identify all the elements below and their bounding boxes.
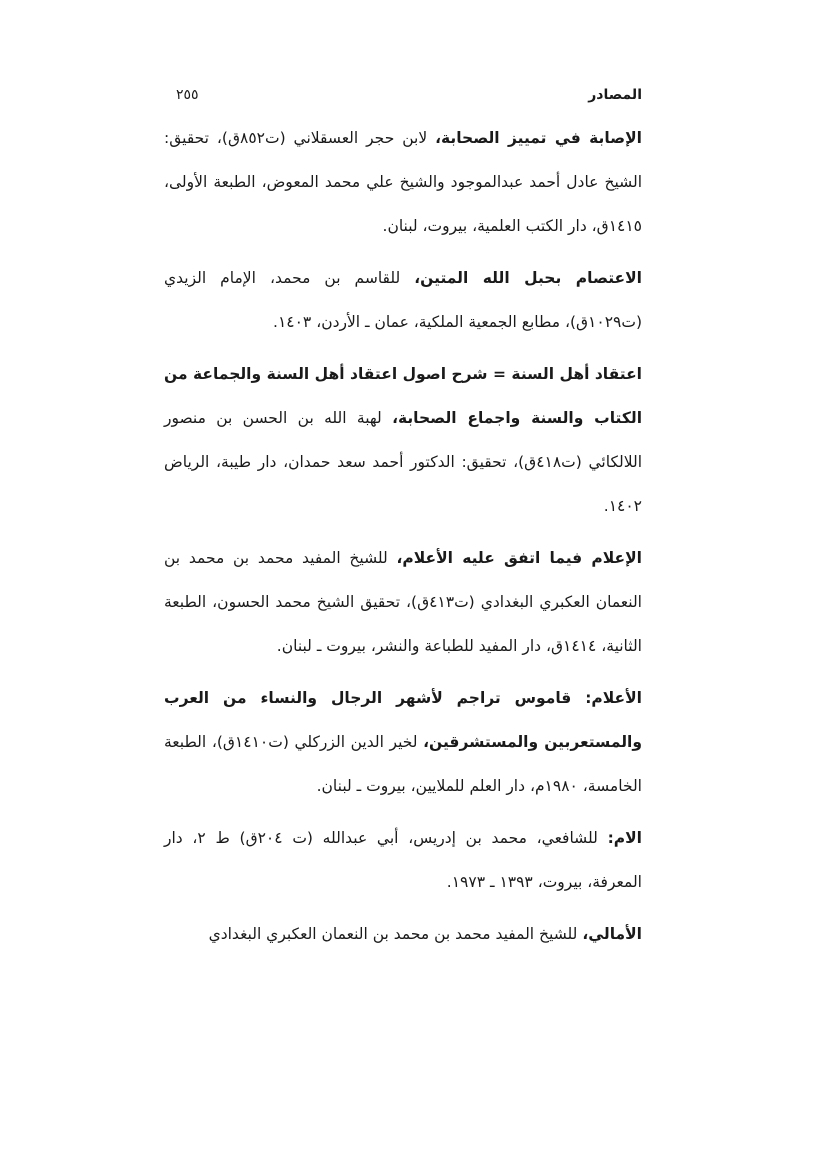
bibliography-entry [164, 352, 642, 528]
entry-title: الاعتصام بحبل الله المتين، [414, 269, 642, 287]
section-title: المصادر [588, 87, 642, 103]
bibliography-entry [164, 816, 642, 904]
entry-title: الأمالي، [582, 925, 642, 943]
bibliography-list [164, 116, 642, 964]
bibliography-entry [164, 256, 642, 344]
entry-text: لهبة الله بن الحسن بن منصور اللالكائي (ت٤١٨ق)، تحقيق: الدكتور أحمد سعد حمدان، دار طيبة، الرياض ١٤٠٢. [164, 409, 643, 515]
entry-text: للشيخ المفيد محمد بن محمد بن النعمان العكبري البغدادي (ت٤١٣ق)، تحقيق الشيخ محمد الحسون، الطبعة الثانية، ١٤١٤ق، دار المفيد للطباعة والنشر، بيروت ـ لبنان. [164, 549, 642, 655]
entry-text: للقاسم بن محمد، الإمام الزيدي (ت١٠٢٩ق)، مطابع الجمعية الملكية، عمان ـ الأردن، ١٤٠٣. [164, 269, 642, 331]
entry-text: للشافعي، محمد بن إدريس، أبي عبدالله (ت ٢٠٤ق) ط ٢، دار المعرفة، بيروت، ١٣٩٣ ـ ١٩٧٣. [164, 829, 642, 891]
entry-title: الام: [607, 829, 642, 847]
bibliography-entry [164, 912, 642, 956]
entry-title: الإعلام فيما اتفق عليه الأعلام، [396, 549, 642, 567]
bibliography-entry [164, 676, 642, 808]
entry-text: لخير الدين الزركلي (ت١٤١٠ق)، الطبعة الخامسة، ١٩٨٠م، دار العلم للملايين، بيروت ـ لبنان. [164, 733, 642, 795]
entry-text: للشيخ المفيد محمد بن محمد بن النعمان العكبري البغدادي [208, 925, 583, 943]
entry-title: اعتقاد أهل السنة = شرح اصول اعتقاد أهل السنة والجماعة من الكتاب والسنة واجماع الصحابة، [164, 365, 643, 427]
entry-title: الأعلام: قاموس تراجم لأشهر الرجال والنساء من العرب والمستعربين والمستشرقين، [164, 689, 642, 751]
bibliography-entry [164, 116, 642, 248]
page-header [176, 80, 642, 110]
bibliography-entry [164, 536, 642, 668]
page-number: ٢٥٥ [176, 87, 199, 103]
entry-text: لابن حجر العسقلاني (ت٨٥٢ق)، تحقيق: الشيخ عادل أحمد عبدالموجود والشيخ علي محمد المعوض، الطبعة الأولى، ١٤١٥ق، دار الكتب العلمية، بيروت، لبنان. [164, 129, 642, 235]
entry-title: الإصابة في تمييز الصحابة، [435, 129, 642, 147]
